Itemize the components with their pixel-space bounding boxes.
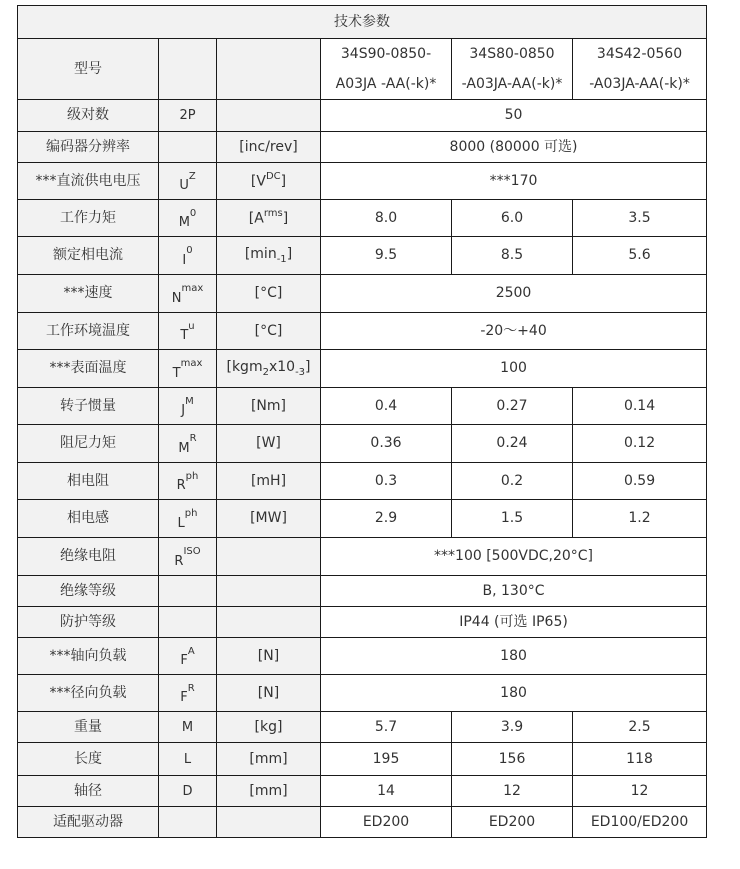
value-cell: 2.9: [321, 500, 452, 538]
unit-suffix: x10: [268, 358, 296, 375]
symbol-sup: R: [189, 433, 197, 445]
param-unit: [217, 425, 321, 463]
param-name: ***表面温度: [18, 350, 159, 388]
model-name-2-line1: 34S80-0850: [469, 46, 555, 62]
unit-main: [Nm]: [250, 397, 287, 414]
value-cell: 12: [452, 776, 573, 807]
param-name: 轴径: [18, 776, 159, 807]
param-unit: [217, 275, 321, 313]
value-cell: 2500: [321, 275, 707, 313]
value-cell: 0.3: [321, 463, 452, 500]
unit-main: [inc/rev]: [239, 138, 298, 155]
symbol-base: R: [174, 553, 184, 569]
table-row: [18, 675, 707, 712]
param-symbol: [159, 463, 217, 500]
value-cell: 3.9: [452, 712, 573, 743]
param-name: ***速度: [18, 275, 159, 313]
symbol-base: F: [180, 653, 188, 669]
param-unit: [217, 776, 321, 807]
value-cell: 5.6: [573, 237, 707, 275]
value-cell: 100: [321, 350, 707, 388]
param-unit: [217, 350, 321, 388]
value-cell: 195: [321, 743, 452, 776]
param-name: 重量: [18, 712, 159, 743]
param-unit: [217, 712, 321, 743]
symbol-sup: Z: [188, 170, 196, 182]
param-unit: [217, 807, 321, 838]
param-name: 相电感: [18, 500, 159, 538]
unit-main: [°C]: [254, 285, 283, 302]
unit-suffix: ]: [280, 173, 287, 190]
table-row: [18, 425, 707, 463]
value-cell: 2.5: [573, 712, 707, 743]
param-name: ***径向负载: [18, 675, 159, 712]
unit-suffix-2: ]: [305, 358, 311, 375]
param-symbol: [159, 163, 217, 200]
unit-main: [N]: [257, 647, 280, 664]
param-symbol: [159, 807, 217, 838]
unit-main: [mm]: [249, 782, 288, 799]
table-row: [18, 743, 707, 776]
value-cell: 0.24: [452, 425, 573, 463]
unit-sub: -1: [276, 253, 287, 265]
symbol-sup: 0: [189, 207, 197, 219]
value-cell: 180: [321, 675, 707, 712]
model-name-3-line1: 34S42-0560: [596, 46, 683, 62]
param-symbol: [159, 100, 217, 132]
unit-main: [MW]: [250, 510, 287, 527]
symbol-base: T: [172, 365, 181, 381]
value-cell: 156: [452, 743, 573, 776]
symbol-sup: ph: [184, 508, 198, 520]
table-row: [18, 350, 707, 388]
value-cell: ED200: [452, 807, 573, 838]
param-name: 阻尼力矩: [18, 425, 159, 463]
unit-main: [kgm: [226, 358, 263, 375]
param-symbol: [159, 313, 217, 350]
param-symbol: [159, 275, 217, 313]
symbol-base: M: [178, 440, 190, 456]
model-name-1-line2: A03JA -AA(-k)*: [335, 76, 437, 92]
value-cell: 1.5: [452, 500, 573, 538]
param-unit: [217, 500, 321, 538]
value-cell: ED200: [321, 807, 452, 838]
value-cell: 6.0: [452, 200, 573, 237]
unit-sup: DC: [265, 171, 281, 183]
param-name: 工作环境温度: [18, 313, 159, 350]
model-name-3-line2: -A03JA-AA(-k)*: [589, 76, 690, 92]
table-row: [18, 807, 707, 838]
unit-sub-2: -3: [295, 366, 306, 378]
table-row: [18, 132, 707, 163]
symbol-base: L: [177, 515, 185, 531]
value-cell: 8.5: [452, 237, 573, 275]
param-unit: [217, 607, 321, 638]
param-name: ***轴向负载: [18, 638, 159, 675]
param-name: 绝缘电阻: [18, 538, 159, 576]
param-name: 级对数: [18, 100, 159, 132]
table-row: [18, 712, 707, 743]
unit-main: [mm]: [249, 750, 288, 767]
table-row: [18, 463, 707, 500]
model-symbol-cell: [159, 39, 217, 100]
table-row: [18, 275, 707, 313]
param-symbol: [159, 350, 217, 388]
param-name: 转子惯量: [18, 388, 159, 425]
param-name: 长度: [18, 743, 159, 776]
param-symbol: [159, 425, 217, 463]
symbol-sup: ISO: [183, 546, 201, 558]
unit-main: [°C]: [254, 322, 283, 339]
param-name: 防护等级: [18, 607, 159, 638]
table-row: [18, 776, 707, 807]
symbol-base: M: [178, 215, 190, 231]
symbol-sup: max: [181, 283, 204, 295]
param-name: 适配驱动器: [18, 807, 159, 838]
param-symbol: [159, 607, 217, 638]
value-cell: 0.4: [321, 388, 452, 425]
symbol-base: F: [180, 690, 188, 706]
symbol-sup: 0: [186, 245, 193, 257]
param-symbol: [159, 388, 217, 425]
table-row: [18, 237, 707, 275]
symbol-base: U: [179, 178, 189, 194]
value-cell: IP44 (可选 IP65): [321, 607, 707, 638]
symbol-base: D: [182, 783, 193, 799]
param-name: 绝缘等级: [18, 576, 159, 607]
value-cell: 0.12: [573, 425, 707, 463]
table-row: [18, 388, 707, 425]
symbol-base: M: [181, 719, 194, 735]
value-cell: ***100 [500VDC,20°C]: [321, 538, 707, 576]
symbol-sup: M: [185, 395, 194, 407]
title-row: [18, 6, 707, 39]
unit-suffix: ]: [286, 245, 293, 262]
value-cell: ED100/ED200: [573, 807, 707, 838]
param-unit: [217, 576, 321, 607]
param-name: 额定相电流: [18, 237, 159, 275]
value-cell: 8000 (80000 可选): [321, 132, 707, 163]
table-row: [18, 638, 707, 675]
param-symbol: [159, 712, 217, 743]
table-title: 技术参数: [18, 6, 707, 39]
model-label: 型号: [18, 39, 159, 100]
param-symbol: [159, 200, 217, 237]
value-cell: 5.7: [321, 712, 452, 743]
value-cell: 118: [573, 743, 707, 776]
unit-main: [W]: [256, 435, 281, 452]
table-row: [18, 538, 707, 576]
symbol-sup: max: [180, 358, 203, 370]
param-unit: [217, 200, 321, 237]
table-row: [18, 163, 707, 200]
value-cell: 0.14: [573, 388, 707, 425]
param-unit: [217, 675, 321, 712]
value-cell: B, 130°C: [321, 576, 707, 607]
unit-sup: rms: [263, 208, 283, 220]
value-cell: -20～+40: [321, 313, 707, 350]
value-cell: 0.36: [321, 425, 452, 463]
symbol-base: R: [176, 478, 186, 494]
param-unit: [217, 463, 321, 500]
symbol-base: J: [181, 403, 186, 419]
param-name: 编码器分辨率: [18, 132, 159, 163]
param-name: 相电阻: [18, 463, 159, 500]
param-symbol: [159, 538, 217, 576]
param-symbol: [159, 743, 217, 776]
symbol-sup: ph: [185, 470, 199, 482]
table-row: [18, 576, 707, 607]
value-cell: ***170: [321, 163, 707, 200]
table-row: [18, 100, 707, 132]
table-row: [18, 607, 707, 638]
value-cell: 0.27: [452, 388, 573, 425]
model-name-2-line2: -A03JA-AA(-k)*: [461, 76, 563, 92]
param-unit: [217, 538, 321, 576]
param-unit: [217, 313, 321, 350]
value-cell: 0.2: [452, 463, 573, 500]
value-cell: 180: [321, 638, 707, 675]
spec-table: [17, 5, 707, 838]
unit-suffix: ]: [282, 210, 289, 227]
param-symbol: [159, 500, 217, 538]
param-symbol: [159, 776, 217, 807]
model-name-3: [573, 39, 707, 100]
param-unit: [217, 163, 321, 200]
param-name: ***直流供电电压: [18, 163, 159, 200]
symbol-sup: R: [187, 682, 195, 694]
param-unit: [217, 638, 321, 675]
param-unit: [217, 388, 321, 425]
param-symbol: [159, 638, 217, 675]
unit-main: [V: [250, 173, 266, 190]
symbol-base: T: [180, 328, 189, 344]
unit-main: [min: [244, 245, 277, 262]
model-name-1-line1: 34S90-0850-: [340, 46, 432, 62]
value-cell: 9.5: [321, 237, 452, 275]
unit-main: [A: [248, 210, 264, 227]
param-symbol: [159, 132, 217, 163]
value-cell: 50: [321, 100, 707, 132]
symbol-base: L: [183, 751, 192, 767]
table-row: [18, 200, 707, 237]
model-header-row: [18, 39, 707, 100]
value-cell: 14: [321, 776, 452, 807]
param-symbol: [159, 576, 217, 607]
param-unit: [217, 743, 321, 776]
symbol-sup: u: [188, 320, 195, 332]
symbol-base: 2P: [179, 108, 196, 124]
value-cell: 0.59: [573, 463, 707, 500]
value-cell: 12: [573, 776, 707, 807]
param-unit: [217, 132, 321, 163]
model-name-2: [452, 39, 573, 100]
symbol-base: I: [182, 252, 187, 268]
unit-main: [mH]: [250, 472, 287, 489]
param-symbol: [159, 675, 217, 712]
param-name: 工作力矩: [18, 200, 159, 237]
param-unit: [217, 100, 321, 132]
model-name-1: [321, 39, 452, 100]
value-cell: 1.2: [573, 500, 707, 538]
unit-main: [N]: [257, 684, 280, 701]
symbol-base: N: [171, 290, 182, 306]
table-row: [18, 313, 707, 350]
model-unit-cell: [217, 39, 321, 100]
unit-main: [kg]: [254, 718, 283, 735]
value-cell: 3.5: [573, 200, 707, 237]
symbol-sup: A: [187, 645, 195, 657]
table-row: [18, 500, 707, 538]
unit-sub: 2: [262, 366, 269, 378]
param-symbol: [159, 237, 217, 275]
param-unit: [217, 237, 321, 275]
value-cell: 8.0: [321, 200, 452, 237]
